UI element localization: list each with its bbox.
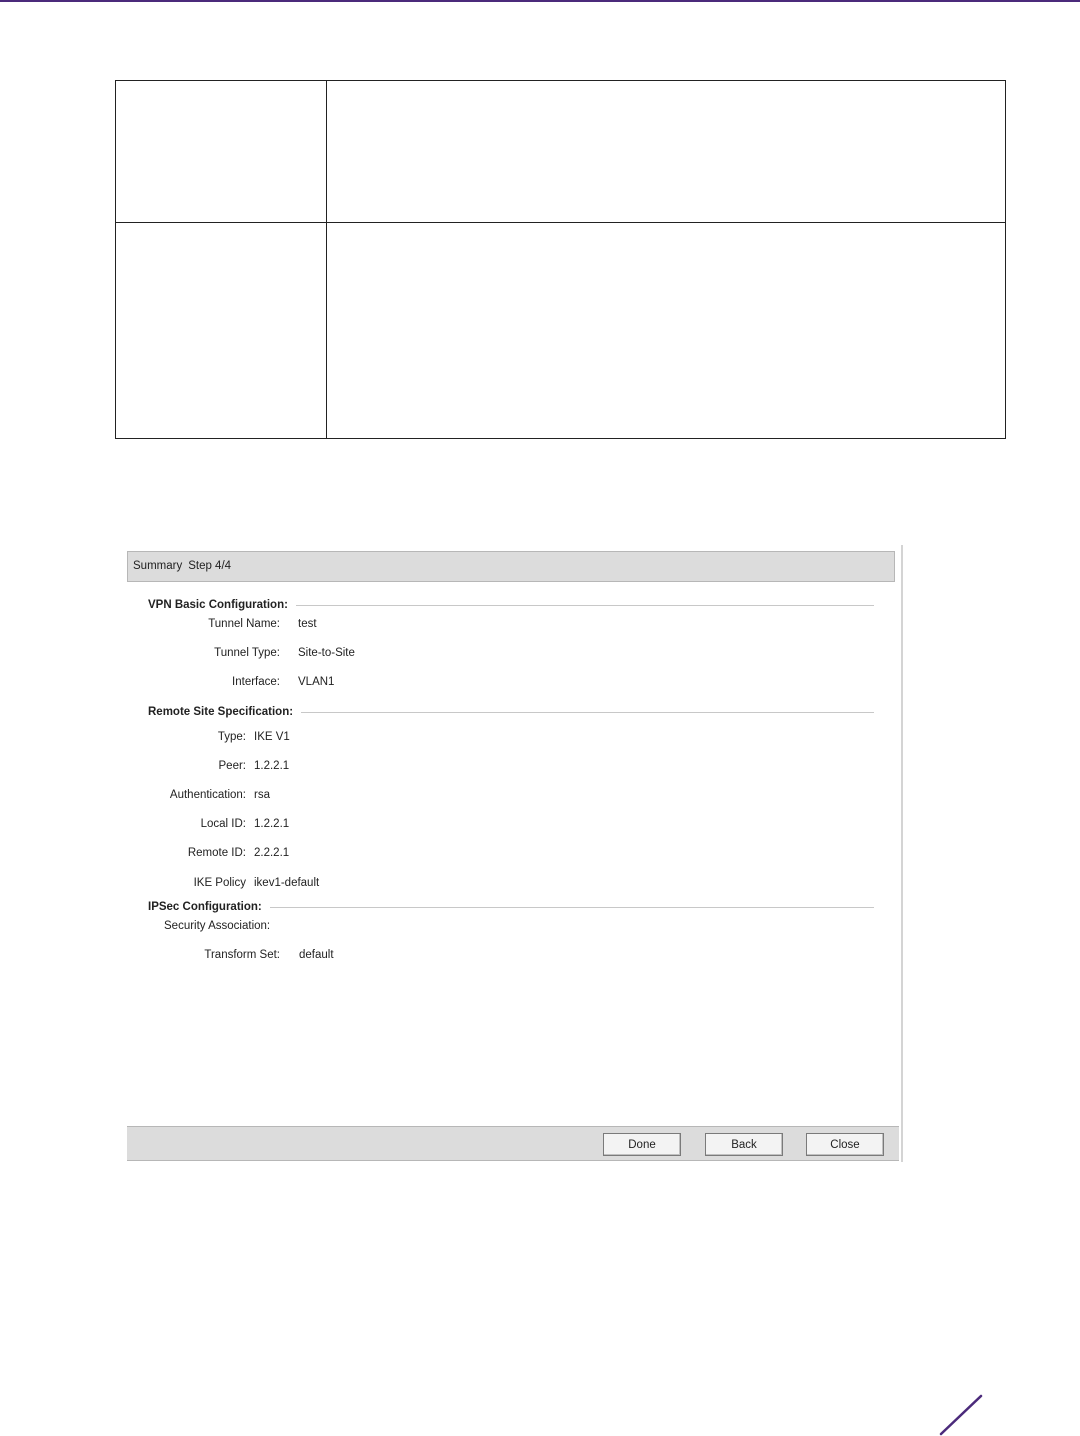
row-label: Authentication:	[169, 789, 246, 801]
row-value: ikev1-default	[254, 877, 320, 889]
row-label: Tunnel Name:	[208, 618, 280, 630]
section-ipsec	[148, 901, 874, 913]
row-label: Tunnel Type:	[214, 647, 280, 659]
row-value: 2.2.2.1	[254, 847, 290, 859]
row-label: Interface:	[232, 676, 280, 688]
dialog-title: Summary	[133, 560, 183, 572]
summary-row	[125, 789, 246, 803]
corner-slash-icon	[935, 1392, 985, 1436]
row-label: Peer:	[218, 760, 246, 772]
summary-row	[125, 731, 246, 745]
section-title: VPN Basic Configuration:	[148, 599, 288, 611]
section-divider	[270, 907, 874, 908]
row-value: VLAN1	[298, 676, 335, 688]
row-value: test	[298, 618, 317, 630]
row-value: rsa	[254, 789, 270, 801]
section-remote-site	[148, 706, 874, 718]
summary-row	[125, 647, 280, 661]
summary-row	[125, 818, 246, 832]
done-button[interactable]: Done	[603, 1133, 681, 1156]
table-row	[116, 81, 1006, 223]
section-title: Remote Site Specification:	[148, 706, 294, 718]
section-title: IPSec Configuration:	[148, 901, 262, 913]
dialog-header	[127, 551, 895, 582]
section-divider	[301, 712, 874, 713]
row-value: 1.2.2.1	[254, 760, 290, 772]
row-label: Remote ID:	[187, 847, 246, 859]
security-association-label: Security Association:	[164, 920, 271, 932]
back-button[interactable]: Back	[705, 1133, 783, 1156]
table-cell	[116, 81, 327, 223]
row-label: Type:	[217, 731, 246, 743]
table-cell	[327, 223, 1006, 439]
dialog-step: Step 4/4	[188, 560, 232, 572]
row-value: 1.2.2.1	[254, 818, 290, 830]
parameter-table	[115, 80, 1006, 439]
summary-row	[125, 618, 280, 632]
section-vpn-basic	[148, 599, 874, 611]
row-value: Site-to-Site	[298, 647, 355, 659]
summary-row	[125, 760, 246, 774]
row-label: IKE Policy	[193, 877, 246, 889]
section-divider	[296, 605, 874, 606]
summary-row	[125, 877, 246, 891]
table-cell	[116, 223, 327, 439]
dialog-footer	[127, 1126, 899, 1161]
row-value: default	[299, 949, 334, 961]
page-top-rule	[0, 0, 1080, 2]
close-button[interactable]: Close	[806, 1133, 884, 1156]
vpn-summary-dialog	[125, 545, 903, 1162]
summary-row	[125, 676, 280, 690]
row-label: Transform Set:	[204, 949, 280, 961]
table-row	[116, 223, 1006, 439]
table-cell	[327, 81, 1006, 223]
row-value: IKE V1	[254, 731, 290, 743]
summary-row	[125, 847, 246, 861]
row-label: Local ID:	[200, 818, 246, 830]
summary-row	[125, 949, 280, 963]
